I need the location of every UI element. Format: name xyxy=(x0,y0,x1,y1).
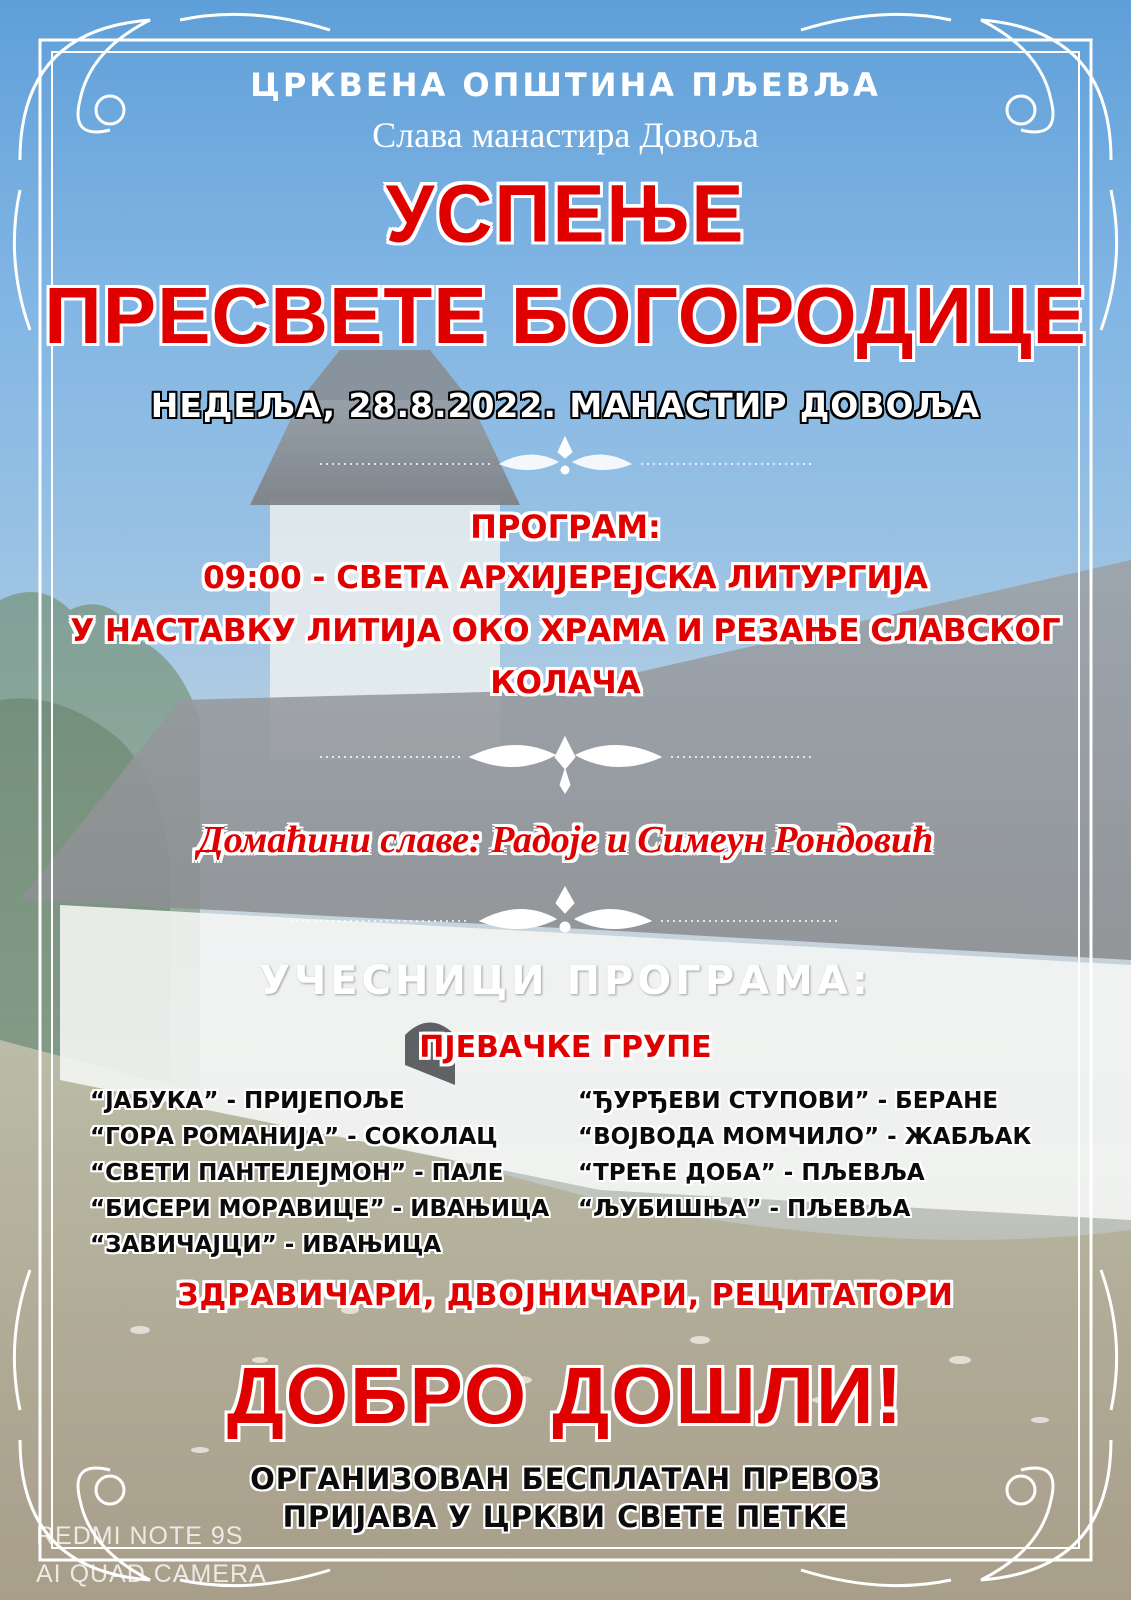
slava-subtitle: Слава манастира Довоља xyxy=(372,115,759,155)
program-line-2: У НАСТАВКУ ЛИТИЈА ОКО ХРАМА И РЕЗАЊЕ СЛАВСКОГ xyxy=(70,613,1061,649)
program-line-3: КОЛАЧА xyxy=(490,665,641,701)
ornament-divider-1 xyxy=(320,432,811,482)
group-right-4: “ЉУБИШЊА” - ПЉЕВЉА xyxy=(578,1196,911,1222)
hosts-line: Домаћини славе: Радоје и Симеун Рондовић xyxy=(197,819,934,861)
participants-heading: УЧЕСНИЦИ ПРОГРАМА: xyxy=(259,958,872,1004)
main-title-line-1: УСПЕЊЕ xyxy=(385,166,746,260)
program-heading: ПРОГРАМ: xyxy=(470,508,661,546)
camera-watermark-line-1: REDMI NOTE 9S xyxy=(36,1522,244,1550)
transport-line-2: ПРИЈАВА У ЦРКВИ СВЕТЕ ПЕТКЕ xyxy=(282,1500,849,1534)
transport-line-1: ОРГАНИЗОВАН БЕСПЛАТАН ПРЕВОЗ xyxy=(250,1462,881,1496)
group-right-2: “ВОЈВОДА МОМЧИЛО” - ЖАБЉАК xyxy=(578,1124,1032,1150)
church-municipality-title: ЦРКВЕНА ОПШТИНА ПЉЕВЉА xyxy=(250,66,881,104)
ornament-divider-2 xyxy=(320,735,811,795)
group-right-3: “ТРЕЋЕ ДОБА” - ПЉЕВЉА xyxy=(578,1160,925,1186)
camera-watermark-line-2: AI QUAD CAMERA xyxy=(36,1560,267,1588)
group-left-2: “ГОРА РОМАНИЈА” - СОКОЛАЦ xyxy=(90,1124,498,1150)
date-location: НЕДЕЉА, 28.8.2022. МАНАСТИР ДОВОЉА xyxy=(150,386,981,425)
ornament-divider-3 xyxy=(290,885,841,945)
program-line-1: 09:00 - СВЕТА АРХИЈЕРЕЈСКА ЛИТУРГИЈА xyxy=(203,560,928,596)
group-left-5: “ЗАВИЧАЈЦИ” - ИВАЊИЦА xyxy=(90,1232,442,1258)
group-left-3: “СВЕТИ ПАНТЕЛЕЈМОН” - ПАЛЕ xyxy=(90,1160,504,1186)
main-title-line-2: ПРЕСВЕТЕ БОГОРОДИЦЕ xyxy=(44,271,1087,360)
group-left-4: “БИСЕРИ МОРАВИЦЕ” - ИВАЊИЦА xyxy=(90,1196,550,1222)
group-right-1: “ЂУРЂЕВИ СТУПОВИ” - БЕРАНЕ xyxy=(578,1088,999,1114)
welcome-text: ДОБРО ДОШЛИ! xyxy=(226,1351,905,1440)
singing-groups-heading: ПЈЕВАЧКЕ ГРУПЕ xyxy=(419,1030,712,1065)
group-left-1: “ЈАБУКА” - ПРИЈЕПОЉЕ xyxy=(90,1088,405,1114)
other-participants: ЗДРАВИЧАРИ, ДВОЈНИЧАРИ, РЕЦИТАТОРИ xyxy=(177,1278,954,1313)
